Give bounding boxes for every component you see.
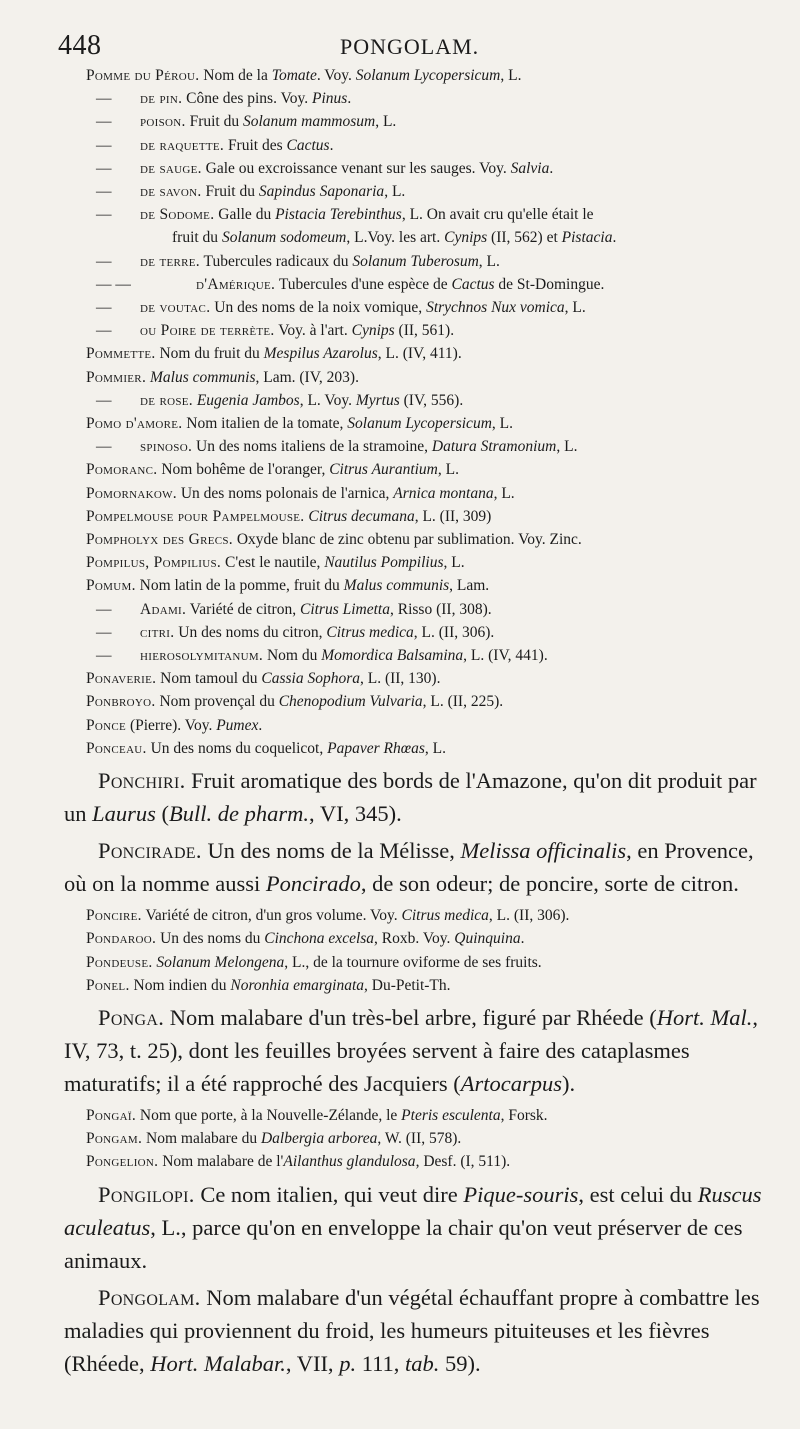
dictionary-entry	[0, 64, 800, 87]
entry-text: 59).	[439, 1350, 481, 1376]
entry-text: Variété de citron,	[186, 600, 300, 618]
dictionary-entry	[0, 226, 800, 249]
entry-text: , VI, 345).	[309, 801, 402, 827]
repeat-dash: —	[96, 159, 112, 177]
dictionary-entry	[0, 505, 800, 528]
entry-text: , L.	[424, 739, 446, 757]
entry-text: , Forsk.	[500, 1106, 548, 1124]
dictionary-entry	[0, 482, 800, 505]
dictionary-entry	[0, 203, 800, 226]
entry-text: , L.Voy. les art.	[346, 229, 445, 247]
dictionary-entry	[0, 904, 800, 927]
taxon-name: Solanum Melongena	[156, 953, 285, 971]
entry-headword: de raquette.	[140, 136, 225, 154]
taxon-name: Cynips	[351, 322, 395, 340]
taxon-name: Pinus	[312, 90, 348, 108]
taxon-name: Cactus	[451, 275, 495, 293]
entry-text: , Lam. (IV, 203).	[255, 368, 359, 386]
taxon-name: Malus communis	[150, 368, 256, 386]
entry-text: Oxyde blanc de zinc obtenu par sublimation. Voy. Zinc.	[232, 531, 582, 549]
taxon-name: Salvia	[510, 159, 550, 177]
taxon-name: Pistacia	[561, 229, 613, 247]
dictionary-entry	[0, 412, 800, 435]
taxon-name: Arnica montana	[393, 484, 494, 502]
repeat-dash: —	[96, 322, 112, 340]
entry-text: Fruit aromatique des bords de l'Amazone, qu'on dit produit par un	[64, 768, 757, 827]
entry-headword: Pompelmouse pour Pampelmouse.	[86, 507, 305, 525]
entry-text: Nom malabare d'un très-bel arbre, figuré par Rhéede (	[164, 1004, 657, 1030]
entry-text: , L. (II, 306).	[413, 623, 495, 641]
entry-text: , L.	[375, 113, 397, 131]
entry-text: Un des noms de la noix vomique,	[210, 299, 427, 317]
entry-text: (II, 561).	[394, 322, 455, 340]
taxon-name: Pique-souris	[463, 1181, 579, 1207]
taxon-name: Citrus medica	[401, 907, 489, 925]
taxon-name: Pteris esculenta	[401, 1106, 501, 1124]
dictionary-entry	[0, 951, 800, 974]
repeat-dash: —	[96, 391, 112, 409]
entry-text: Nom indien du	[129, 976, 231, 994]
dictionary-entry	[0, 110, 800, 133]
entry-headword: de sauge.	[140, 159, 202, 177]
dictionary-entry	[0, 389, 800, 412]
entry-headword: Pommette.	[86, 345, 156, 363]
entry-text: , VII,	[285, 1350, 340, 1376]
entry-headword: Pomo d'amore.	[86, 415, 183, 433]
entry-text: .	[329, 136, 334, 154]
taxon-name: Ruscus aculeatus	[64, 1181, 762, 1240]
entry-headword: Ponaverie.	[86, 670, 157, 688]
taxon-name: Melissa officinalis	[460, 838, 627, 864]
taxon-name: Tomate	[271, 67, 317, 84]
taxon-name: Hort. Malabar.	[150, 1350, 286, 1376]
taxon-name: tab.	[405, 1350, 440, 1376]
taxon-name: Nautilus Pompilius	[324, 554, 444, 572]
entry-text: Un des noms de la Mélisse,	[201, 838, 461, 864]
entry-text: , L. Voy.	[299, 391, 356, 409]
entry-text: , L. On avait cru qu'elle était le	[401, 206, 594, 224]
entry-text: Nom provençal du	[155, 693, 279, 711]
entry-text: Variété de citron, d'un gros volume. Voy.	[141, 907, 402, 925]
taxon-name: Solanum Lycopersicum	[355, 67, 501, 84]
taxon-name: Solanum Tuberosum	[352, 252, 479, 270]
repeat-dash: —	[96, 647, 112, 665]
entry-headword: Ponceau.	[86, 739, 147, 757]
taxon-name: Solanum sodomeum	[221, 229, 347, 247]
dictionary-entry	[0, 273, 800, 296]
dictionary-entry	[0, 737, 800, 760]
dictionary-entry	[0, 551, 800, 574]
taxon-name: Papaver Rhœas	[327, 739, 425, 757]
dictionary-entry	[0, 598, 800, 621]
entry-text: Nom du	[263, 647, 322, 665]
entry-headword: Pondaroo.	[86, 930, 157, 948]
entry-headword: Adami.	[140, 600, 187, 618]
entry-headword: spinoso.	[140, 438, 193, 456]
entry-text: , W. (II, 578).	[377, 1130, 462, 1148]
taxon-name: Strychnos Nux vomica	[426, 299, 565, 317]
repeat-dash: —	[96, 438, 112, 456]
entry-text: , de son odeur; de poncire, sorte de citron.	[360, 871, 739, 897]
entry-text: .	[612, 229, 617, 247]
entry-text: Un des noms du coquelicot,	[146, 739, 328, 757]
entry-text: , L.	[437, 461, 459, 479]
entry-headword: d'Amérique.	[196, 275, 276, 293]
entry-headword: Pongam.	[86, 1130, 143, 1148]
dictionary-entry	[0, 764, 800, 830]
entry-headword: ou Poire de terrète.	[140, 322, 275, 340]
entry-headword: de voutac.	[140, 299, 211, 317]
dictionary-entry	[0, 621, 800, 644]
taxon-name: Solanum Lycopersicum	[347, 415, 492, 433]
entry-text: Tubercules d'une espèce de	[275, 275, 452, 293]
entry-text: Nom du fruit du	[155, 345, 264, 363]
entry-text: ).	[561, 1070, 576, 1096]
taxon-name: Noronhia emarginata	[230, 976, 364, 994]
entry-text: Un des noms italiens de la stramoine,	[192, 438, 432, 456]
entry-text: Nom italien de la tomate,	[182, 415, 348, 433]
entry-text: Fruit du	[185, 113, 243, 131]
taxon-name: Hort. Mal.	[656, 1004, 753, 1030]
taxon-name: Cassia Sophora	[261, 670, 360, 688]
dictionary-entry	[0, 690, 800, 713]
taxon-name: Ailanthus glandulosa	[283, 1153, 416, 1171]
entry-text: Galle du	[214, 206, 276, 224]
entry-headword: Ponel.	[86, 976, 130, 994]
taxon-name: Sapindus Saponaria	[258, 183, 385, 201]
entry-text: Fruit du	[201, 183, 259, 201]
page-header	[58, 30, 760, 66]
entry-headword: Ponce	[86, 716, 127, 734]
entry-text: .	[549, 159, 554, 177]
dictionary-entry	[0, 927, 800, 950]
dictionary-entry	[0, 458, 800, 481]
dictionary-entry	[0, 180, 800, 203]
dictionary-entry	[0, 157, 800, 180]
taxon-name: Bull. de pharm.	[169, 801, 310, 827]
taxon-name: Myrtus	[355, 391, 400, 409]
entry-headword: de terre.	[140, 252, 200, 270]
entry-headword: Pomme du Pérou.	[86, 67, 200, 84]
page-number: 448	[58, 30, 102, 61]
entry-text: Un des noms polonais de l'arnica,	[176, 484, 394, 502]
repeat-dash: —	[96, 113, 112, 131]
entry-text: Nom latin de la pomme, fruit du	[135, 577, 344, 595]
entry-text: Nom de la	[199, 67, 272, 84]
taxon-name: Quinquina	[454, 930, 521, 948]
dictionary-entry	[0, 1281, 800, 1380]
entry-text: , Desf. (I, 511).	[415, 1153, 511, 1171]
taxon-name: Citrus medica	[326, 623, 414, 641]
entry-text: , L. (II, 309)	[414, 507, 492, 525]
entry-text: Cône des pins. Voy.	[182, 90, 313, 108]
repeat-dash: —	[96, 600, 112, 618]
entry-text: .	[347, 90, 352, 108]
entry-headword: Pongolam.	[98, 1284, 201, 1310]
running-head: PONGOLAM.	[340, 34, 480, 59]
entry-text: C'est le nautile,	[221, 554, 325, 572]
entry-headword: Ponchiri.	[98, 768, 186, 794]
entry-text: Nom tamoul du	[156, 670, 262, 688]
entry-headword: poison.	[140, 113, 186, 131]
dictionary-entry	[0, 87, 800, 110]
entry-headword: Pomum.	[86, 577, 136, 595]
entry-text: Nom bohême de l'oranger,	[157, 461, 330, 479]
dictionary-entry	[0, 366, 800, 389]
repeat-dash: —	[96, 252, 112, 270]
entry-headword: Poncirade.	[98, 838, 202, 864]
dictionary-entry	[0, 1001, 800, 1100]
dictionary-entry	[0, 319, 800, 342]
entry-text: , IV, 73, t. 25), dont les feuilles broyées servent à faire des cataplasmes maturatifs; il a été rapproché des Jacquiers (	[64, 1004, 759, 1096]
entry-text: , L. (IV, 441).	[463, 647, 548, 665]
taxon-name: Malus communis	[343, 577, 450, 595]
taxon-name: Cinchona excelsa	[264, 930, 375, 948]
entry-text: . Voy.	[316, 67, 356, 84]
entry-text: Nom malabare d'un végétal échauffant propre à combattre les maladies qui proviennent du froid, les humeurs pituiteuses et les fièvres (Rhéede,	[64, 1284, 760, 1376]
taxon-name: Pistacia Terebinthus	[275, 206, 402, 224]
taxon-name: Artocarpus	[460, 1070, 562, 1096]
entry-text: Fruit des	[224, 136, 287, 154]
entry-text: Voy. à l'art.	[274, 322, 352, 340]
repeat-dash: —	[96, 183, 112, 201]
taxon-name: Momordica Balsamina	[321, 647, 464, 665]
entry-text: , Lam.	[449, 577, 490, 595]
entry-headword: citri.	[140, 623, 175, 641]
entry-text: , L. (II, 225).	[422, 693, 504, 711]
taxon-name: Poncirado	[265, 871, 361, 897]
dictionary-entry	[0, 250, 800, 273]
dictionary-entry	[0, 974, 800, 997]
entry-headword: de pin.	[140, 90, 183, 108]
dictionary-entry	[0, 435, 800, 458]
entry-text: , L., de la tournure oviforme de ses fruits.	[284, 953, 542, 971]
entry-headword: Poncire.	[86, 907, 142, 925]
dictionary-entry	[0, 834, 800, 900]
entry-list	[0, 64, 800, 1384]
taxon-name: Cactus	[286, 136, 330, 154]
entry-headword: Ponbroyo.	[86, 693, 156, 711]
taxon-name: p.	[339, 1350, 357, 1376]
dictionary-entry	[0, 667, 800, 690]
entry-text: .	[520, 930, 525, 948]
dictionary-entry	[0, 1150, 800, 1173]
taxon-name: Eugenia Jambos	[196, 391, 300, 409]
entry-text: , L. (II, 306).	[488, 907, 570, 925]
entry-text: Nom que porte, à la Nouvelle-Zélande, le	[136, 1106, 402, 1124]
entry-text: , Risso (II, 308).	[390, 600, 492, 618]
entry-headword: Pommier.	[86, 368, 147, 386]
entry-text: , L.	[491, 415, 513, 433]
dictionary-entry	[0, 1104, 800, 1127]
repeat-dash: —	[96, 136, 112, 154]
repeat-dash: —	[96, 623, 112, 641]
entry-text: , Roxb. Voy.	[374, 930, 455, 948]
entry-headword: Pongilopi.	[98, 1181, 195, 1207]
entry-headword: Pompilus, Pompilius.	[86, 554, 222, 572]
dictionary-entry	[0, 1127, 800, 1150]
entry-text: Tubercules radicaux du	[199, 252, 353, 270]
entry-headword: de Sodome.	[140, 206, 215, 224]
entry-headword: Ponga.	[98, 1004, 165, 1030]
taxon-name: Pumex	[216, 716, 259, 734]
repeat-dash: — —	[96, 275, 131, 293]
entry-text: Nom malabare du	[142, 1130, 261, 1148]
repeat-dash: —	[96, 90, 112, 108]
entry-text: de St-Domingue.	[494, 275, 605, 293]
entry-headword: Pomornakow.	[86, 484, 177, 502]
taxon-name: Dalbergia arborea	[260, 1130, 378, 1148]
repeat-dash: —	[96, 299, 112, 317]
entry-text: (Pierre). Voy.	[126, 716, 217, 734]
entry-headword: hierosolymitanum.	[140, 647, 264, 665]
entry-text: Nom malabare de l'	[158, 1153, 284, 1171]
taxon-name: Citrus decumana	[308, 507, 415, 525]
taxon-name: Mespilus Azarolus	[263, 345, 378, 363]
dictionary-entry	[0, 574, 800, 597]
taxon-name: Solanum mammosum	[243, 113, 376, 131]
entry-text: (	[155, 801, 170, 827]
entry-text: , L.	[478, 252, 500, 270]
entry-headword: Pomoranc.	[86, 461, 158, 479]
dictionary-entry	[0, 528, 800, 551]
entry-text: , L.	[384, 183, 406, 201]
entry-text: Gale ou excroissance venant sur les sauges. Voy.	[201, 159, 511, 177]
entry-text: , L., parce qu'on en enveloppe la chair qu'on veut préserver de ces animaux.	[64, 1214, 743, 1273]
dictionary-entry	[0, 644, 800, 667]
taxon-name: Citrus Aurantium	[329, 461, 438, 479]
entry-text: , L. (II, 130).	[359, 670, 441, 688]
entry-headword: Pongelion.	[86, 1153, 159, 1171]
taxon-name: Chenopodium Vulvaria	[278, 693, 423, 711]
entry-text: 111,	[356, 1350, 406, 1376]
entry-headword: de savon.	[140, 183, 202, 201]
entry-text: , est celui du	[578, 1181, 698, 1207]
entry-headword: Pongaï.	[86, 1106, 137, 1124]
entry-headword: de rose.	[140, 391, 193, 409]
entry-text: , en Provence, où on la nomme aussi	[64, 838, 754, 897]
entry-text: , L.	[443, 554, 465, 572]
taxon-name: Laurus	[92, 801, 156, 827]
taxon-name: Datura Stramonium	[431, 438, 557, 456]
dictionary-entry	[0, 134, 800, 157]
entry-text: , L.	[556, 438, 578, 456]
entry-text: , L. (IV, 411).	[377, 345, 462, 363]
entry-text: fruit du	[172, 229, 222, 247]
entry-text: Ce nom italien, qui veut dire	[194, 1181, 464, 1207]
entry-text: (II, 562) et	[487, 229, 562, 247]
entry-headword: Pondeuse.	[86, 953, 153, 971]
entry-text: Un des noms du	[156, 930, 265, 948]
entry-text: , L.	[500, 67, 522, 84]
entry-headword: Pompholyx des Grecs.	[86, 531, 233, 549]
repeat-dash: —	[96, 206, 112, 224]
entry-text: , L.	[493, 484, 515, 502]
dictionary-entry	[0, 296, 800, 319]
entry-text: , L.	[564, 299, 586, 317]
taxon-name: Citrus Limetta	[299, 600, 390, 618]
entry-text: .	[258, 716, 263, 734]
dictionary-entry	[0, 342, 800, 365]
dictionary-entry	[0, 1178, 800, 1277]
dictionary-entry	[0, 714, 800, 737]
taxon-name: Cynips	[444, 229, 488, 247]
entry-text: Un des noms du citron,	[174, 623, 327, 641]
entry-text: (IV, 556).	[399, 391, 464, 409]
entry-text: , Du-Petit-Th.	[364, 976, 451, 994]
